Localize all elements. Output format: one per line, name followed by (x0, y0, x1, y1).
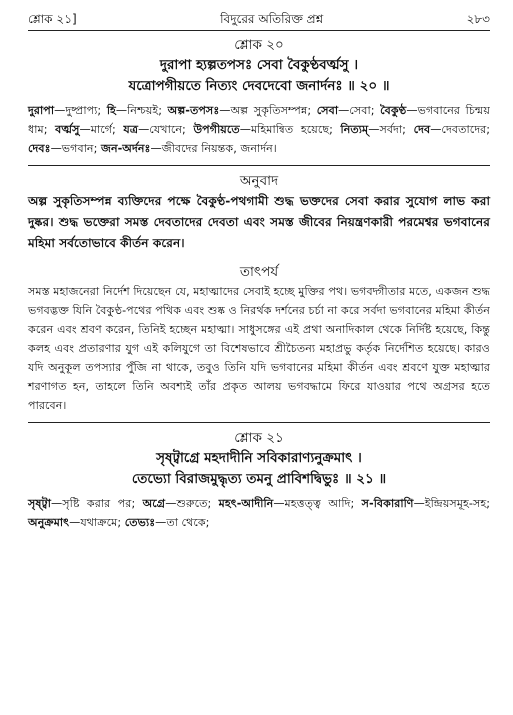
synonym-meaning: —যথাক্রমে; (69, 516, 125, 529)
running-header (28, 10, 490, 31)
verse-21-line-1: সৃষ্ট্বাগ্রে মহদাদীনি সবিকারাণ্যনুক্রমাৎ । (156, 450, 362, 466)
synonym-term: অল্প-তপসঃ (167, 104, 220, 117)
synonym-term: অগ্রে (142, 497, 166, 510)
translation-heading: অনুবাদ (239, 173, 279, 189)
synonym-term: দেবঃ (28, 142, 51, 155)
purport-heading: তাৎপর্য (239, 264, 279, 280)
synonym-term: দেব (413, 123, 431, 136)
synonym-meaning: —যেখানে; (138, 123, 194, 136)
synonym-term: দুরাপা (28, 104, 55, 117)
synonym-term: উপগীয়তে (193, 123, 240, 136)
synonym-meaning: —সর্বদা; (368, 123, 414, 136)
synonym-term: বর্ত্মসু (55, 123, 80, 136)
synonym-meaning: —তা থেকে; (155, 516, 210, 529)
synonym-meaning: —মহত্তত্ত্ব আদি; (273, 497, 362, 510)
synonym-term: যত্র (123, 123, 139, 136)
header-chapter-title: বিদুরের অতিরিক্ত প্রশ্ন (220, 12, 324, 26)
synonyms-20 (28, 101, 490, 158)
purport-text: সমস্ত মহাজনেরা নির্দেশ দিয়েছেন যে, মহাত্মাদের সেবাই হচ্ছে মুক্তির পথ। ভগবদ্গীতার মতে, একজন শুদ্ধ ভগবদ্ভক্ত যিনি বৈকুণ্ঠ-পথের পথিক এবং শুষ্ক ও নিরর্থক দর্শনের চর্চা না করে সর্বদা ভগবানের মহিমা কীর্তন করেন এবং শ্রবণ করেন, তিনিই হচ্ছেন মহাত্মা। সাধুসঙ্গের এই প্রথা অনাদিকাল থেকে নির্দিষ্ট হয়েছে, কিন্তু কলহ এবং প্রতারণার যুগ এই কলিযুগে তা বিশেষভাবে শ্রীচৈতন্য মহাপ্রভু কর্তৃক নির্দেশিত হয়েছে। কারও যদি অনুকূল তপস্যার পুঁজি না থাকে, তবুও তিনি যদি ভগবানের মহিমা কীর্তন এবং শ্রবণে যুক্ত মহাত্মার শরণাগত হন, তাহলে তিনি অবশ্যই তাঁর প্রকৃত আলয় ভগবদ্ধামে ফিরে যাওয়ার পথে অগ্রসর হতে পারবেন। (28, 285, 490, 412)
verse-21-heading: শ্লোক ২১ (234, 430, 284, 446)
synonym-term: বৈকুণ্ঠ (380, 104, 407, 117)
synonym-meaning: —দেবতাদের; (430, 123, 490, 136)
verse-21-line-2: তেভ্যো বিরাজমুদ্ধৃত্য তমনু প্রাবিশদ্বিভুঃ ॥ ২১ ॥ (131, 471, 387, 487)
synonym-term: জন-অর্দনঃ (100, 142, 151, 155)
translation-text: অল্প সুকৃতিসম্পন্ন ব্যক্তিদের পক্ষে বৈকুণ্ঠ-পথগামী শুদ্ধ ভক্তদের সেবা করার সুযোগ লাভ করা দুষ্কর। শুদ্ধ ভক্তেরা সমস্ত দেবতাদের দেবতা এবং সমস্ত জীবের নিয়ন্ত্রণকারী পরমেশ্বর ভগবানের মহিমা সর্বতোভাবে কীর্তন করেন। (28, 194, 490, 250)
page-number: ২৮৩ (466, 12, 490, 26)
synonym-term: অনুক্রমাৎ (28, 516, 70, 529)
synonym-meaning: —মহিমান্বিত হয়েছে; (239, 123, 341, 136)
synonym-meaning: —নিশ্চয়ই; (115, 104, 168, 117)
synonym-meaning: —দুষ্প্রাপ্য; (54, 104, 107, 117)
synonym-term: হি (106, 104, 116, 117)
synonym-meaning: —সেবা; (338, 104, 381, 117)
synonym-meaning: —সৃষ্টি করার পর; (51, 497, 143, 510)
synonym-meaning: —অল্প সুকৃতিসম্পন্ন; (219, 104, 317, 117)
verse-20-heading: শ্লোক ২০ (234, 37, 284, 53)
section-divider (28, 165, 490, 166)
verse-20-line-1: দুরাপা হ্যল্পতপসঃ সেবা বৈকুণ্ঠবর্ত্মসু । (159, 57, 359, 73)
section-divider (28, 422, 490, 423)
synonyms-21 (28, 494, 490, 532)
synonym-term: স-বিকারাণি (361, 497, 414, 510)
synonym-meaning: —জীবদের নিয়ন্তক, জনার্দন। (150, 142, 277, 155)
synonym-meaning: —শুরুতে; (165, 497, 219, 510)
synonym-term: নিত্যম্ (340, 123, 369, 136)
synonym-term: সেবা (316, 104, 339, 117)
synonym-term: মহৎ-আদীনি (218, 497, 274, 510)
synonym-meaning: —মার্গে; (79, 123, 124, 136)
synonym-term: সৃষ্ট্বা (28, 497, 52, 510)
synonym-meaning: —ভগবানের চিন্ময় ধাম; (28, 104, 490, 136)
verse-20-line-2: যত্রোপগীয়তে নিত্যং দেবদেবো জনার্দনঃ ॥ ২০ ॥ (128, 78, 390, 94)
synonym-meaning: —ভগবান; (50, 142, 101, 155)
header-verse-ref: শ্লোক ২১] (28, 12, 77, 26)
book-page (28, 10, 490, 532)
synonym-meaning: —ইন্দ্রিয়সমূহ-সহ; (413, 497, 490, 510)
synonym-term: তেভ্যঃ (124, 516, 156, 529)
